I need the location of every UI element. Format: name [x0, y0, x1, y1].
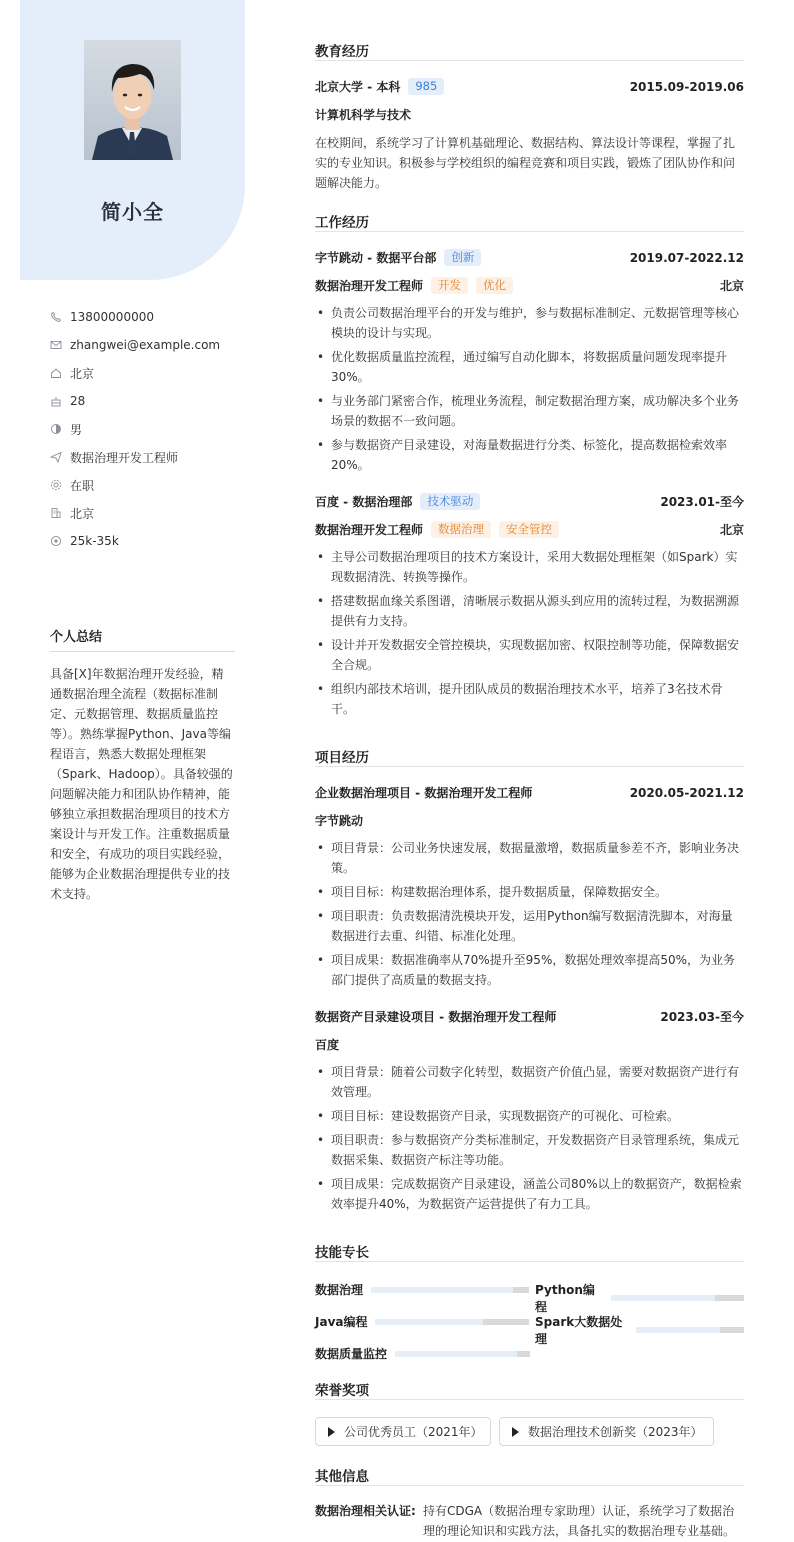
list-item: • 项目成果：完成数据资产目录建设，涵盖公司80%以上的数据资产，数据检索效率提升40%，为数据资产运营提供了有力工具。 [315, 1174, 744, 1214]
job-city: 北京 [719, 523, 744, 537]
position-icon [50, 451, 62, 463]
contact-age-text: 28 [70, 394, 86, 408]
project-company-row [315, 1036, 744, 1053]
other-label: 数据治理相关认证: [315, 1504, 416, 1518]
work-title: 工作经历 [315, 211, 744, 232]
skill-item [315, 1313, 529, 1330]
education-major-row [315, 106, 744, 123]
skill-bar [636, 1327, 744, 1333]
work-section [315, 211, 744, 716]
job-date: 2019.07-2022.12 [629, 250, 744, 265]
skill-name: Java编程 [315, 1315, 368, 1329]
awards-list [315, 1417, 744, 1446]
job-date: 2023.01-至今 [660, 495, 744, 509]
skill-bar [375, 1319, 529, 1325]
play-icon [328, 1427, 335, 1437]
award-label: 公司优秀员工（2021年） [344, 1425, 483, 1439]
project-name: 企业数据治理项目 - 数据治理开发工程师 [315, 786, 533, 800]
contact-salary-text: 25k-35k [70, 534, 119, 548]
award-label: 数据治理技术创新奖（2023年） [528, 1425, 703, 1439]
list-item: • 负责公司数据治理平台的开发与维护，参与数据标准制定、元数据管理等核心模块的设计与实现。 [315, 303, 744, 343]
list-item: • 参与数据资产目录建设，对海量数据进行分类、标签化，提高数据检索效率20%。 [315, 435, 744, 475]
list-item: • 项目目标：建设数据资产目录，实现数据资产的可视化、可检索。 [315, 1106, 744, 1126]
job-bullets [315, 547, 744, 723]
summary-text: 具备[X]年数据治理开发经验，精通数据治理全流程（数据标准制定、元数据管理、数据质量监控等）。熟练掌握Python、Java等编程语言，熟悉大数据处理框架（Spark、Hadoop）。具备较强的问题解决能力和团队协作精神，能够独立承担数据治理项目的技术方案设计与开发工作。注重数据质量和安全，有成功的项目实践经验，能够为企业数据治理提供专业的技术支持。 [50, 667, 233, 901]
contact-email-text: zhangwei@example.com [70, 338, 221, 352]
home-icon [50, 367, 62, 379]
list-item: • 项目成果：数据准确率从70%提升至95%，数据处理效率提高50%，为业务部门提供了高质量的数据支持。 [315, 950, 744, 990]
phone-icon [50, 311, 62, 323]
job-company-tag: 技术驱动 [420, 493, 480, 510]
job-role: 数据治理开发工程师 [315, 523, 424, 537]
skill-bar [395, 1351, 530, 1357]
email-icon [50, 339, 62, 351]
summary-title: 个人总结 [50, 626, 235, 652]
skill-fill [375, 1319, 483, 1325]
list-item: • 搭建数据血缘关系图谱，清晰展示数据从源头到应用的流转过程，为数据溯源提供有力支持。 [315, 591, 744, 631]
status-icon [50, 479, 62, 491]
skill-name: Spark大数据处理 [535, 1315, 623, 1346]
contact-status [50, 471, 240, 499]
building-icon [50, 507, 62, 519]
skill-item [315, 1345, 530, 1362]
project-bullets [315, 1062, 744, 1218]
contact-email [50, 331, 240, 359]
contact-phone-text: 13800000000 [70, 310, 154, 324]
skill-fill [395, 1351, 517, 1357]
education-title: 教育经历 [315, 40, 744, 61]
list-item: • 项目背景：公司业务快速发展，数据量激增，数据质量参差不齐，影响业务决策。 [315, 838, 744, 878]
job-role-row [315, 277, 744, 294]
salary-icon [50, 535, 62, 547]
education-date: 2015.09-2019.06 [629, 79, 744, 94]
job-company-tag: 创新 [444, 249, 481, 266]
skill-name: Python编程 [535, 1283, 595, 1314]
education-major: 计算机科学与技术 [315, 108, 412, 122]
job-role-tag: 优化 [476, 277, 513, 294]
project-bullets [315, 838, 744, 994]
list-item: • 项目职责：参与数据资产分类标准制定，开发数据资产目录管理系统，集成元数据采集、数据资产标注等功能。 [315, 1130, 744, 1170]
summary-section [50, 626, 235, 904]
skills-title: 技能专长 [315, 1241, 744, 1262]
avatar [84, 40, 181, 160]
job-role-tag: 数据治理 [431, 521, 491, 538]
projects-section [315, 746, 744, 1211]
contact-workplace [50, 499, 240, 527]
contact-position-text: 数据治理开发工程师 [70, 450, 179, 465]
education-school: 北京大学 - 本科 [315, 80, 401, 94]
project-name: 数据资产目录建设项目 - 数据治理开发工程师 [315, 1010, 557, 1024]
sidebar [20, 0, 245, 1542]
skill-name: 数据质量监控 [315, 1347, 388, 1361]
list-item: • 优化数据质量监控流程，通过编写自动化脚本，将数据质量问题发现率提升30%。 [315, 347, 744, 387]
job-company: 百度 - 数据治理部 [315, 495, 413, 509]
list-item: • 与业务部门紧密合作，梳理业务流程，制定数据治理方案，成功解决多个业务场景的数据不一致问题。 [315, 391, 744, 431]
avatar-photo [84, 40, 181, 160]
list-item: • 项目职责：负责数据清洗模块开发，运用Python编写数据清洗脚本，对海量数据进行去重、纠错、标准化处理。 [315, 906, 744, 946]
awards-section [315, 1379, 744, 1439]
job-city: 北京 [719, 279, 744, 293]
skill-fill [371, 1287, 513, 1293]
award-item[interactable] [499, 1417, 714, 1446]
job-role: 数据治理开发工程师 [315, 279, 424, 293]
list-item: • 项目目标：构建数据治理体系，提升数据质量，保障数据安全。 [315, 882, 744, 902]
list-item: • 组织内部技术培训，提升团队成员的数据治理技术水平，培养了3名技术骨干。 [315, 679, 744, 719]
project-company: 百度 [315, 1038, 340, 1052]
list-item: • 项目背景：随着公司数字化转型，数据资产价值凸显，需要对数据资产进行有效管理。 [315, 1062, 744, 1102]
skill-fill [636, 1327, 720, 1333]
contact-list [50, 303, 240, 555]
skills-section [315, 1241, 744, 1361]
skill-item [315, 1281, 529, 1298]
project-date: 2023.03-至今 [660, 1010, 744, 1024]
other-title: 其他信息 [315, 1465, 744, 1486]
other-section [315, 1465, 744, 1538]
job-company: 字节跳动 - 数据平台部 [315, 251, 437, 265]
job-role-tag: 安全管控 [499, 521, 559, 538]
skill-name: 数据治理 [315, 1283, 364, 1297]
job-role-tag: 开发 [431, 277, 468, 294]
job-header [315, 493, 744, 510]
contact-gender-text: 男 [70, 422, 83, 437]
skill-item [535, 1313, 744, 1347]
play-icon [512, 1427, 519, 1437]
job-bullets [315, 303, 744, 479]
award-item[interactable] [315, 1417, 491, 1446]
job-role-row [315, 521, 744, 538]
skill-fill [611, 1295, 715, 1301]
other-text: 持有CDGA（数据治理专家助理）认证，系统学习了数据治理的理论知识和实践方法，具备扎实的数据治理专业基础。 [423, 1504, 736, 1538]
contact-location [50, 359, 240, 387]
contact-workplace-text: 北京 [70, 506, 95, 521]
awards-title: 荣誉奖项 [315, 1379, 744, 1400]
contact-salary [50, 527, 240, 555]
project-header [315, 1008, 744, 1025]
contact-age [50, 387, 240, 415]
job-header [315, 249, 744, 266]
skill-bar [611, 1295, 744, 1301]
projects-title: 项目经历 [315, 746, 744, 767]
project-header [315, 784, 744, 801]
education-header [315, 78, 744, 95]
education-tag: 985 [408, 78, 444, 95]
contact-gender [50, 415, 240, 443]
skill-item [535, 1281, 744, 1315]
project-company-row [315, 812, 744, 829]
list-item: • 主导公司数据治理项目的技术方案设计，采用大数据处理框架（如Spark）实现数据清洗、转换等操作。 [315, 547, 744, 587]
profile-name: 简小全 [101, 200, 164, 224]
project-company: 字节跳动 [315, 814, 364, 828]
profile-card [20, 0, 245, 280]
project-date: 2020.05-2021.12 [629, 785, 744, 800]
contact-phone [50, 303, 240, 331]
contact-status-text: 在职 [70, 478, 95, 493]
education-description: 在校期间，系统学习了计算机基础理论、数据结构、算法设计等课程，掌握了扎实的专业知识。积极参与学校组织的编程竞赛和项目实践，锻炼了团队协作和问题解决能力。 [315, 136, 736, 190]
other-row [315, 1501, 744, 1541]
skill-bar [371, 1287, 529, 1293]
list-item: • 设计并开发数据安全管控模块，实现数据加密、权限控制等功能，保障数据安全合规。 [315, 635, 744, 675]
education-section [315, 40, 744, 190]
contact-position [50, 443, 240, 471]
contact-location-text: 北京 [70, 366, 95, 381]
age-icon [50, 395, 62, 407]
gender-icon [50, 423, 62, 435]
